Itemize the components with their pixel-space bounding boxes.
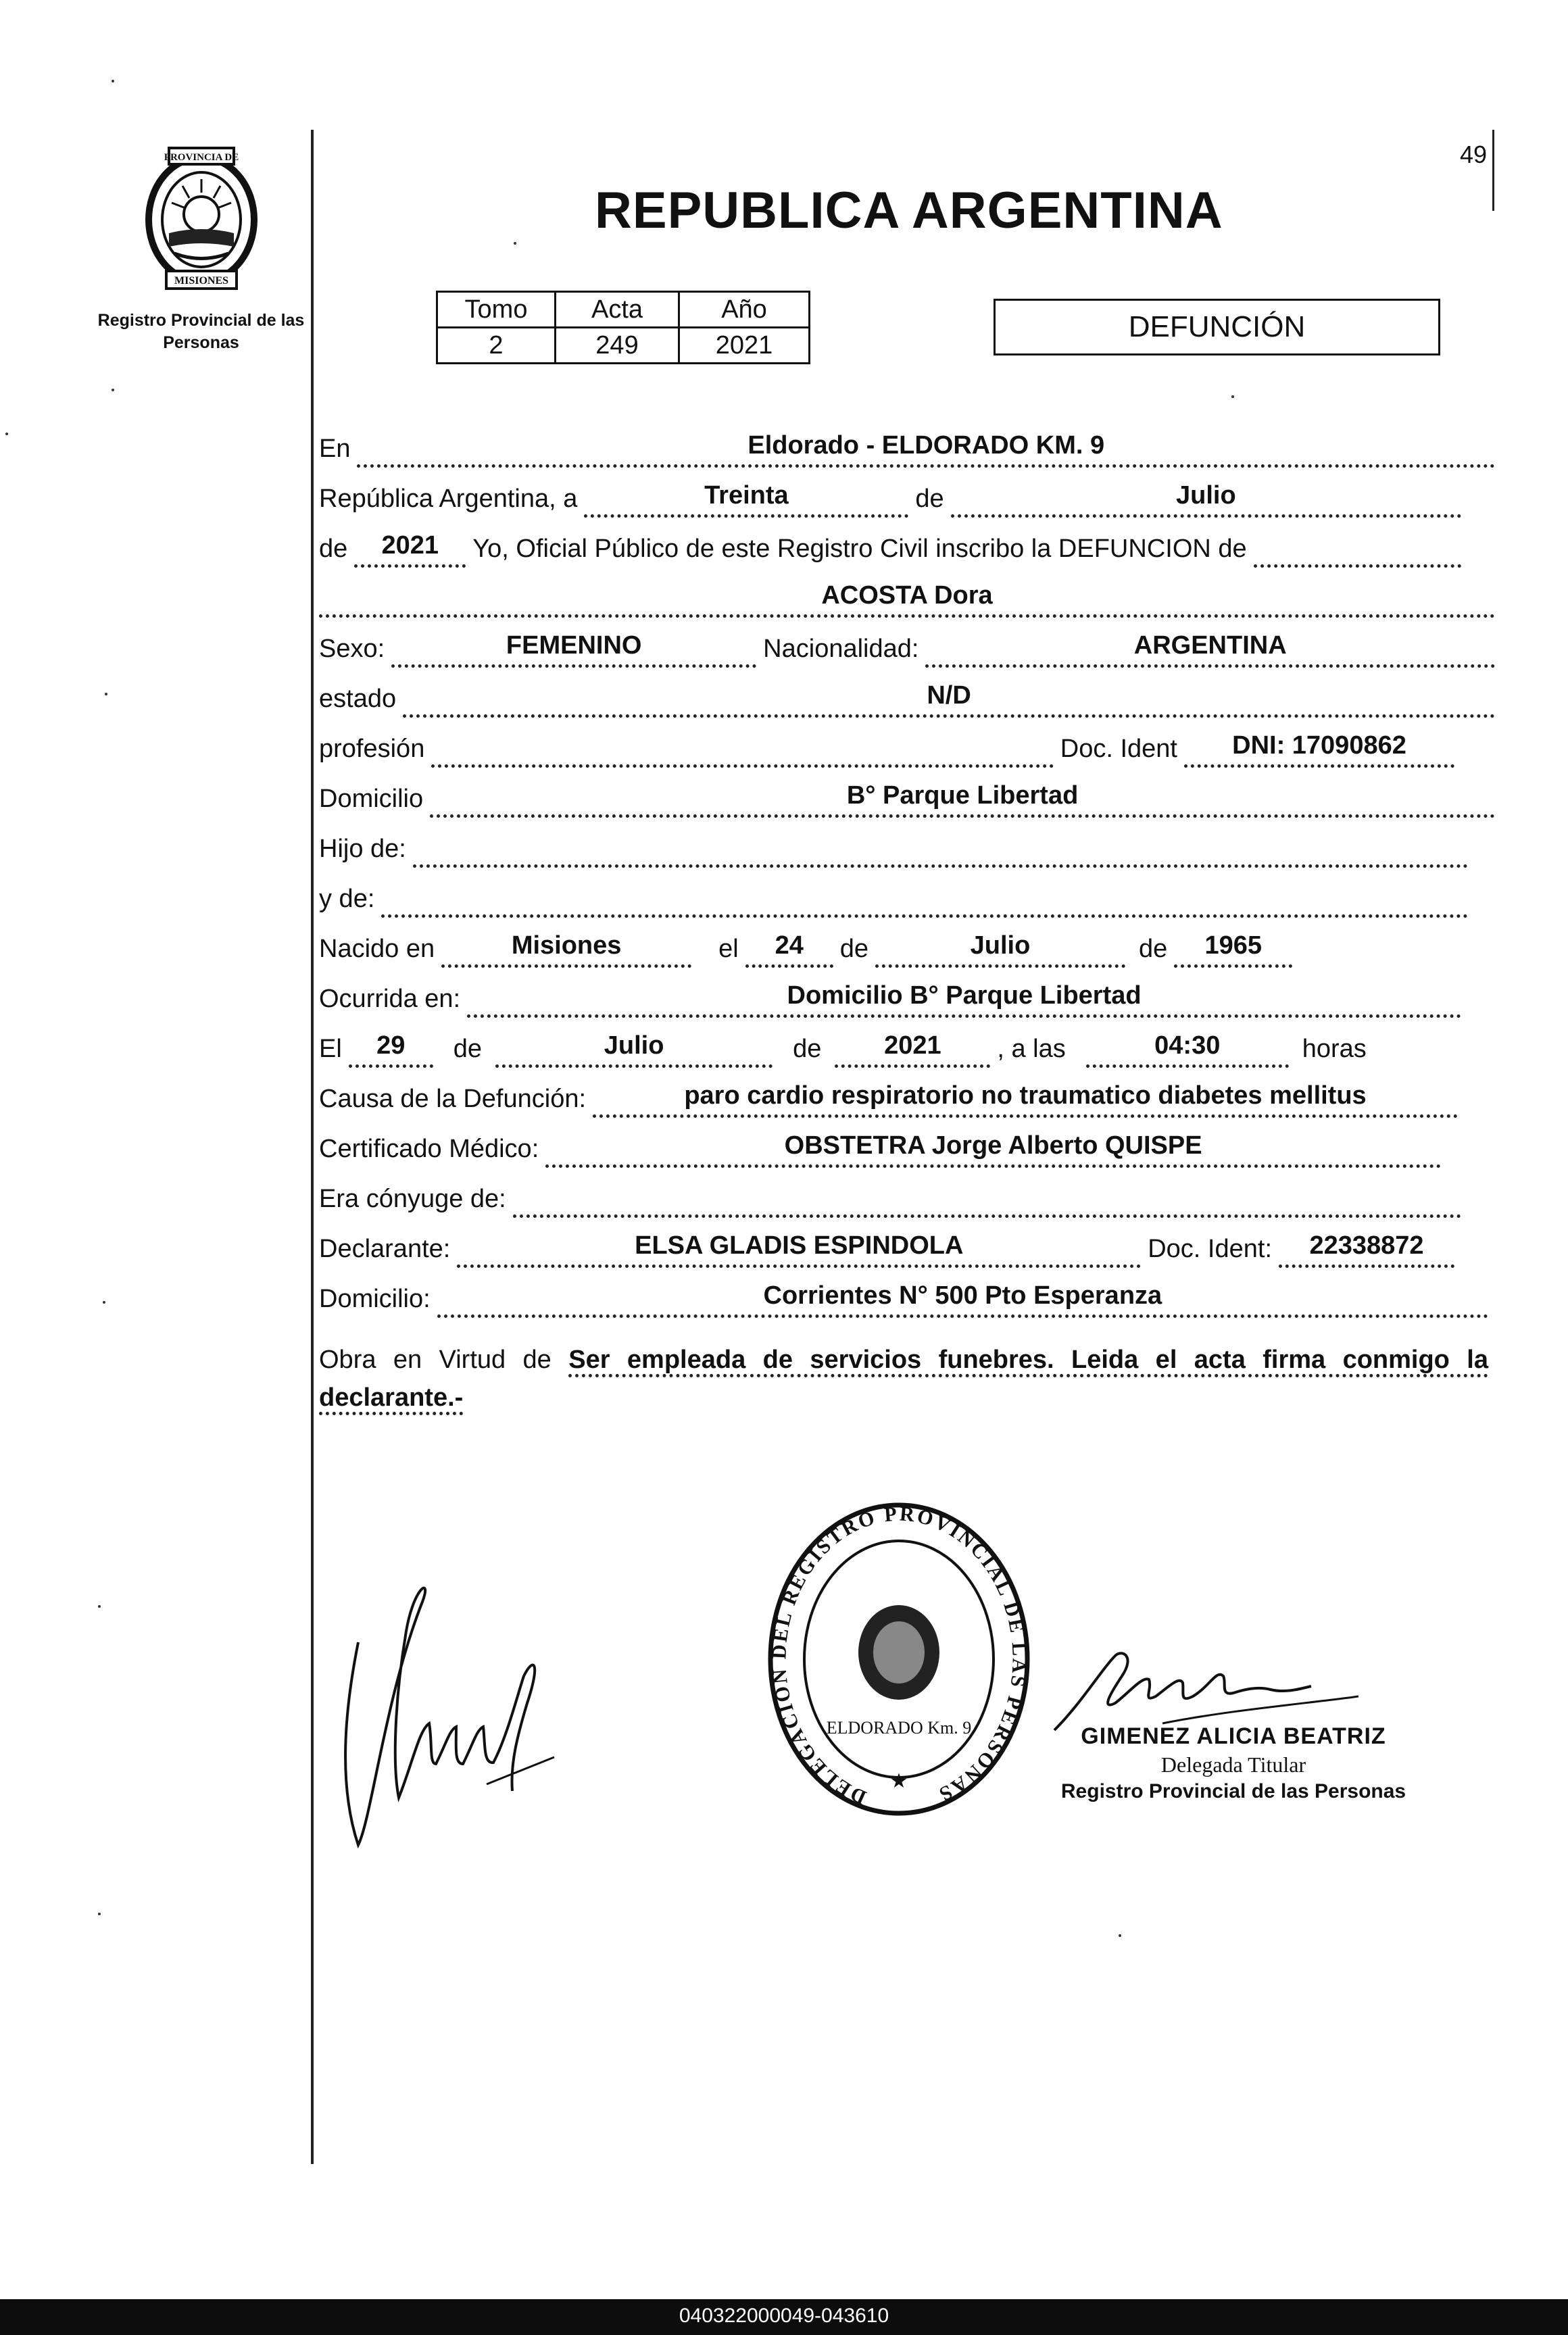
page-title: REPUBLICA ARGENTINA: [595, 182, 1223, 239]
label-horas: horas: [1302, 1035, 1367, 1063]
label-doc-ident: Doc. Ident: [1060, 735, 1177, 763]
field-doc-ident: DNI: 17090862: [1184, 731, 1454, 768]
label-estado: estado: [319, 685, 397, 713]
row-nacimiento: [319, 918, 1495, 968]
label-de-anio: de: [319, 535, 348, 563]
left-margin-rule: [311, 130, 314, 2164]
row-estado: [319, 668, 1495, 718]
field-fallec-mes: Julio: [495, 1031, 773, 1068]
scan-speck: [112, 80, 114, 82]
org-name: Registro Provincial de las Personas: [97, 311, 305, 352]
registrar-block: [1044, 1723, 1423, 1803]
scan-speck: [514, 242, 516, 245]
table-row: [437, 328, 810, 364]
official-seal-stamp: [764, 1500, 1034, 1818]
label-a-las: , a las: [997, 1035, 1066, 1063]
row-profesion: [319, 718, 1495, 768]
province-emblem-logo: [127, 139, 276, 294]
row-sexo: [319, 618, 1495, 668]
svg-text:★: ★: [889, 1770, 908, 1792]
document-type-box: DEFUNCIÓN: [994, 299, 1440, 355]
field-declarante: ELSA GLADIS ESPINDOLA: [457, 1231, 1141, 1268]
field-ocurrida-en: Domicilio B° Parque Libertad: [467, 981, 1461, 1018]
field-anio: 2021: [354, 531, 466, 568]
row-ocurrida: [319, 968, 1495, 1018]
header-anio: Año: [679, 292, 810, 328]
row-declarante-domicilio: [319, 1268, 1495, 1318]
scan-speck: [98, 1913, 101, 1915]
field-causa: paro cardio respiratorio no traumatico diabetes mellitus: [593, 1081, 1458, 1118]
right-margin-rule: [1492, 130, 1494, 211]
header-acta: Acta: [556, 292, 679, 328]
field-nacionalidad: ARGENTINA: [925, 631, 1495, 668]
row-domicilio: [319, 768, 1495, 818]
field-dia-letras: Treinta: [584, 481, 908, 518]
row-hijo-de: [319, 818, 1495, 868]
row-declarante: [319, 1218, 1495, 1268]
label-conyuge: Era cónyuge de:: [319, 1185, 506, 1213]
row-nombre: [319, 568, 1495, 618]
label-ocurrida-en: Ocurrida en:: [319, 985, 461, 1013]
label-y-de: y de:: [319, 885, 375, 913]
field-hora: 04:30: [1086, 1031, 1289, 1068]
document-code: 040322000049-043610: [679, 2305, 889, 2327]
registrar-name: GIMENEZ ALICIA BEATRIZ: [1081, 1723, 1386, 1749]
field-hijo-de: [413, 838, 1468, 868]
svg-text:ELDORADO Km. 9: ELDORADO Km. 9: [826, 1718, 972, 1738]
label-en: En: [319, 435, 351, 463]
field-fallec-dia: 29: [349, 1031, 433, 1068]
svg-text:DELEGACION DEL REGISTRO PROVIN: DELEGACION DEL REGISTRO PROVINCIAL DE LAS PERSONAS: [768, 1502, 1031, 1809]
label-causa: Causa de la Defunción:: [319, 1085, 587, 1113]
field-certificado: OBSTETRA Jorge Alberto QUISPE: [545, 1131, 1441, 1168]
field-nombre: ACOSTA Dora: [319, 581, 1495, 618]
label-el: el: [718, 935, 739, 963]
record-reference-table: [436, 291, 810, 364]
label-domicilio: Domicilio: [319, 785, 424, 813]
field-declarante-doc: 22338872: [1279, 1231, 1454, 1268]
scan-speck: [98, 1605, 101, 1608]
scan-speck: [1119, 1934, 1121, 1937]
field-nacido-mes: Julio: [875, 931, 1125, 968]
label-hijo-de: Hijo de:: [319, 835, 406, 863]
scan-speck: [5, 433, 8, 435]
registrar-title: Delegada Titular: [1160, 1752, 1306, 1777]
label-domicilio-declarante: Domicilio:: [319, 1285, 431, 1313]
label-obra: Obra en Virtud de: [319, 1346, 552, 1374]
row-y-de: [319, 868, 1495, 918]
registrar-signature: [1041, 1629, 1419, 1737]
scan-speck: [1231, 395, 1234, 398]
label-de-fallec: de: [453, 1035, 483, 1063]
official-signature: [331, 1561, 602, 1872]
label-profesion: profesión: [319, 735, 425, 763]
registrar-office: Registro Provincial de las Personas: [1060, 1780, 1406, 1802]
obra-en-virtud-paragraph: [319, 1341, 1488, 1417]
value-tomo: 2: [437, 328, 556, 364]
label-de-fallec-anio: de: [793, 1035, 822, 1063]
field-nacido-anio: 1965: [1174, 931, 1292, 968]
row-causa: [319, 1068, 1495, 1118]
row-fallecimiento: [319, 1018, 1495, 1068]
field-sexo: FEMENINO: [391, 631, 756, 668]
death-record-form: [319, 418, 1495, 1318]
scan-speck: [112, 389, 114, 391]
field-declarante-domicilio: Corrientes N° 500 Pto Esperanza: [437, 1281, 1488, 1318]
label-republica: República Argentina, a: [319, 485, 578, 513]
field-nacido-dia: 24: [745, 931, 833, 968]
row-lugar: [319, 418, 1495, 468]
label-de-mes: de: [839, 935, 868, 963]
field-estado: N/D: [403, 681, 1495, 718]
row-inscripcion: [319, 518, 1495, 568]
label-nacionalidad: Nacionalidad:: [763, 635, 919, 663]
field-lugar: Eldorado - ELDORADO KM. 9: [357, 431, 1495, 468]
svg-text:PROVINCIA DE: PROVINCIA DE: [164, 152, 239, 163]
field-nacido-lugar: Misiones: [441, 931, 691, 968]
field-y-de: [381, 888, 1468, 918]
field-inscripcion-cont: [1254, 538, 1461, 568]
label-yo: Yo, Oficial Público de este Registro Civil inscribo la DEFUNCION de: [472, 535, 1247, 563]
label-de-anio-nac: de: [1138, 935, 1168, 963]
value-acta: 249: [556, 328, 679, 364]
label-declarante: Declarante:: [319, 1235, 451, 1263]
row-fecha: [319, 468, 1495, 518]
field-fallec-anio: 2021: [835, 1031, 990, 1068]
label-de: de: [915, 485, 944, 513]
field-obra: Ser empleada de servicios funebres. Leida el acta firma conmigo la declarante.-: [319, 1346, 1488, 1415]
svg-text:MISIONES: MISIONES: [174, 275, 229, 287]
label-sexo: Sexo:: [319, 635, 385, 663]
label-certificado: Certificado Médico:: [319, 1135, 539, 1163]
label-el-upper: El: [319, 1035, 342, 1063]
label-doc-ident-declarante: Doc. Ident:: [1148, 1235, 1272, 1263]
field-domicilio: B° Parque Libertad: [430, 781, 1495, 818]
row-certificado: [319, 1118, 1495, 1168]
header-tomo: Tomo: [437, 292, 556, 328]
label-nacido-en: Nacido en: [319, 935, 435, 963]
table-header-row: [437, 292, 810, 328]
page-number: 49: [1460, 141, 1488, 168]
field-profesion: [431, 738, 1053, 768]
value-anio: 2021: [679, 328, 810, 364]
row-conyuge: [319, 1168, 1495, 1218]
field-conyuge: [513, 1188, 1461, 1218]
scan-speck: [105, 693, 107, 695]
scan-speck: [103, 1301, 105, 1304]
field-mes: Julio: [951, 481, 1461, 518]
